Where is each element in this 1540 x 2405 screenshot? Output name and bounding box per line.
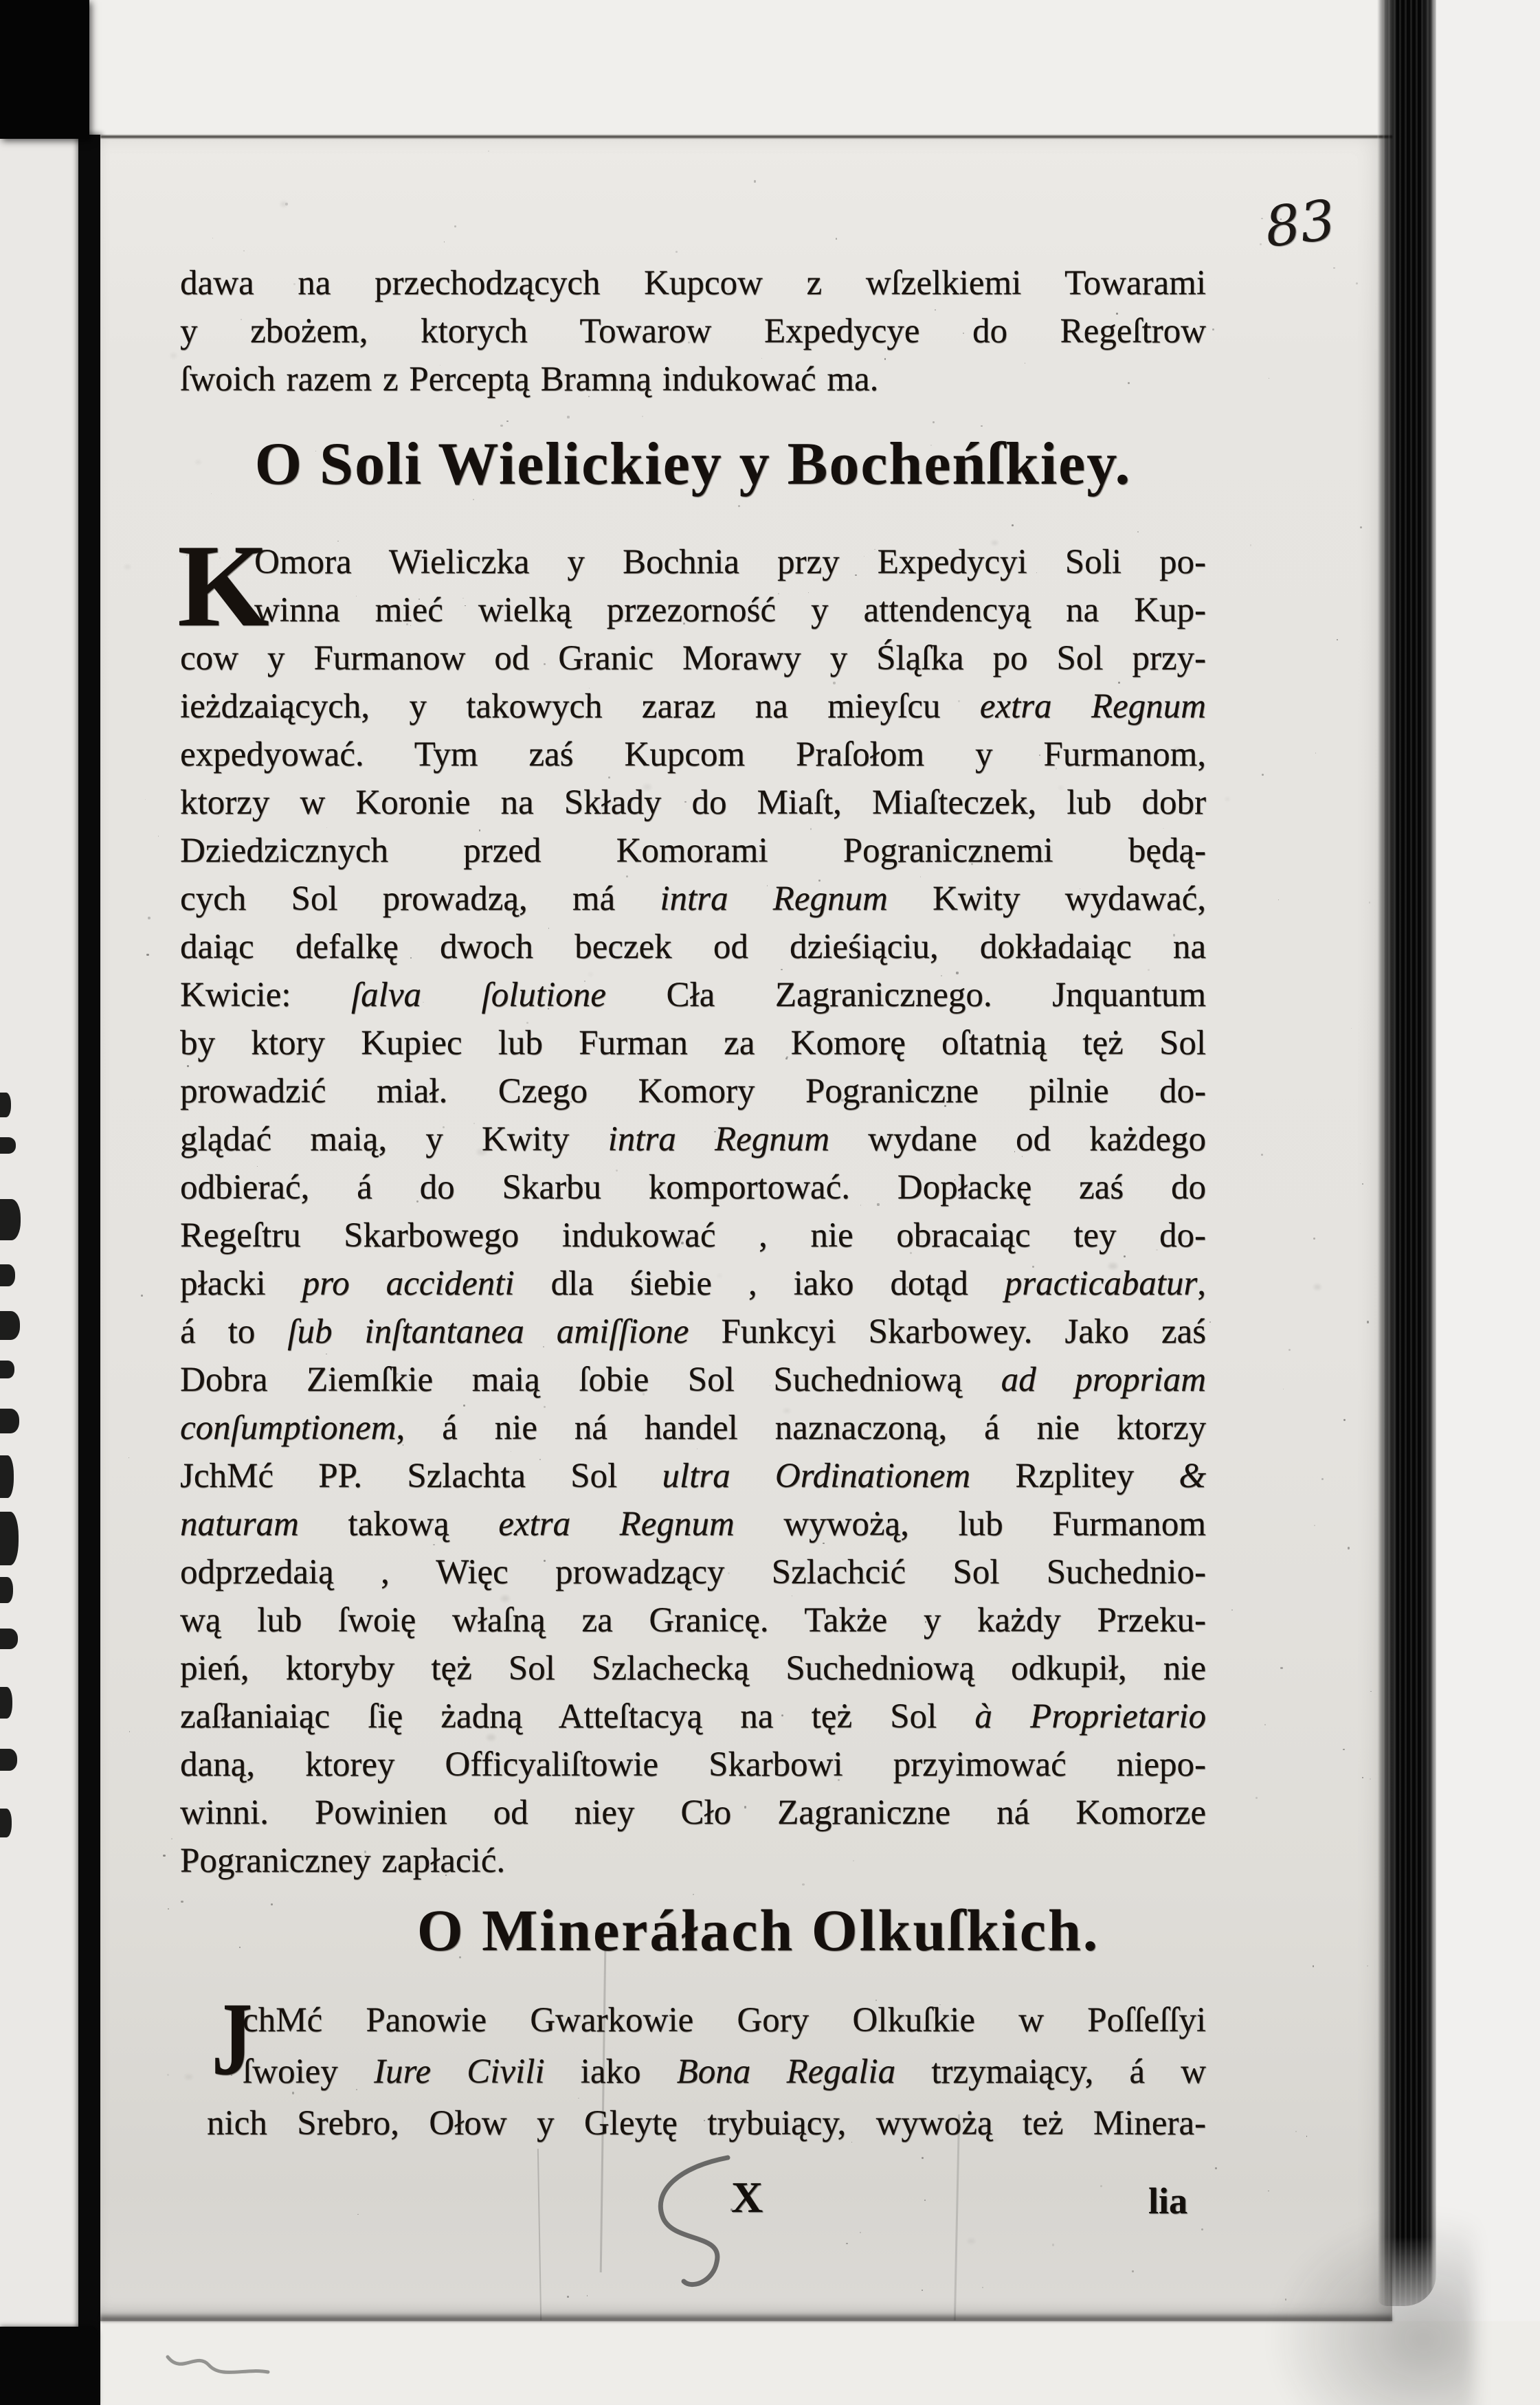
text-line: conſumptionem, á nie ná handel naznaczoną, á nie ktorzy [180,1409,1206,1447]
paper-smudge [992,541,998,545]
gutter-smudge [1269,2211,1475,2405]
text-line: Pograniczney zapłacić. [180,1842,506,1880]
paper-smudge [124,565,131,569]
paper-speck [500,425,502,427]
paper-speck [1288,1349,1291,1351]
paper-speck [785,1058,788,1060]
paper-speck [394,478,395,479]
paper-speck [357,2214,358,2215]
paper-speck [1313,1238,1315,1240]
paper-speck [1280,1667,1283,1670]
paper-speck [536,845,537,847]
adjacent-page-letter-fragment [0,1137,16,1154]
paper-smudge [477,1149,487,1156]
paper-speck [1261,218,1263,220]
text-line: glądać maią, y Kwity intra Regnum wydane od każdego [180,1120,1206,1159]
paper-speck [375,993,377,995]
paper-speck [396,1373,398,1375]
paper-speck [1264,1724,1266,1725]
paper-speck [608,776,610,779]
paper-speck [212,1558,214,1560]
paper-speck [567,2296,569,2298]
paper-speck [838,1779,840,1781]
paper-speck [148,917,150,919]
paper-speck [958,700,959,702]
paper-speck [1285,2298,1286,2300]
paper-speck [818,880,821,882]
paper-speck [1362,1777,1363,1778]
drop-cap-K: K [177,521,269,651]
paper-speck [1201,2228,1203,2230]
paper-speck [408,1084,410,1086]
paper-speck [463,1405,465,1407]
scan-corner-black [0,0,89,139]
paper-speck [1268,2191,1269,2192]
text-line: Dobra Ziemſkie maią ſobie Sol Suchedniową ad propriam [180,1361,1206,1399]
text-line: cych Sol prowadzą, má intra Regnum Kwity wydawać, [180,880,1206,918]
text-line: naturam takową extra Regnum wywożą, lub Furmanom [180,1505,1206,1543]
paper-speck [506,421,508,422]
adjacent-page-letter-fragment [0,1093,11,1117]
text-line: Regeſtru Skarbowego indukować , nie obracaiąc tey do- [180,1216,1206,1255]
adjacent-page-letter-fragment [0,1687,12,1719]
paper-speck [1007,1627,1009,1629]
paper-speck [1321,1478,1324,1480]
paper-speck [1278,899,1279,900]
paper-speck [1306,2136,1308,2137]
text-line: odbierać, á do Skarbu komportować. Dopłackę zaś do [180,1168,1206,1207]
paper-speck [850,376,852,378]
paper-speck [1362,1183,1363,1185]
paper-speck [924,2200,926,2201]
paper-speck [1215,2167,1217,2169]
text-line: ktorzy w Koronie na Składy do Miaſt, Miaſteczek, lub dobr [180,783,1206,822]
paper-speck [450,1231,452,1233]
paper-speck [728,1572,730,1574]
paper-speck [584,981,585,982]
text-line: y zbożem, ktorych Towarow Expedycye do Regeſtrow [180,312,1206,350]
adjacent-page-letter-fragment [0,1311,20,1340]
paper-smudge [1174,748,1181,752]
paper-speck [1369,902,1371,904]
paper-speck [425,1866,427,1868]
text-line: JchMć PP. Szlachta Sol ultra Ordinationem Rzplitey & [180,1457,1206,1495]
paper-smudge [589,973,592,976]
paper-speck [684,801,687,803]
text-line: pień, ktoryby tęż Sol Szlachecką Suchedniową odkupił, nie [180,1649,1206,1688]
paper-speck [1124,326,1126,328]
bottom-squiggle-mark [164,2345,274,2386]
paper-speck [1261,1154,1263,1156]
text-line: zaſłaniaiąc ſię żadną Atteſtacyą na tęż Sol à Proprietario [180,1697,1207,1736]
paper-speck [1314,1525,1315,1526]
paper-speck [704,2120,705,2121]
paper-speck [1212,328,1214,331]
paper-speck [1356,282,1358,284]
paper-speck [1262,774,1264,776]
paper-speck [744,1806,747,1809]
paragraph-mineraly [180,1981,1206,2149]
paper-speck [1333,267,1335,269]
ink-squiggle-mark [647,2152,743,2296]
paper-speck [1337,639,1338,640]
paper-speck [1132,2270,1134,2272]
page-fold-rule [78,135,100,2405]
paper-speck [1367,1321,1370,1323]
paper-speck [186,555,188,556]
adjacent-page-letter-fragment [0,1455,14,1498]
text-line: ſwoiey Iure Civili iako Bona Regalia trzymaiący, á w [243,2052,1206,2091]
intro-paragraph [180,259,1206,403]
paper-speck [1295,2131,1297,2132]
adjacent-page-letter-fragment [0,1629,18,1649]
paper-speck [808,592,809,593]
page-number: 83 [1261,188,1339,260]
paper-speck [681,1242,684,1244]
text-line: á to ſub inſtantanea amiſſione Funkcyi Skarbowey. Jako zaś [180,1312,1206,1351]
paper-speck [730,2208,733,2211]
catchword: lia [1148,2180,1188,2222]
paper-speck [146,954,148,956]
paper-speck [929,1477,931,1479]
paper-speck [326,827,327,828]
text-line: Kwicie: ſalva ſolutione Cła Zagranicznego. Jnquantum [180,976,1206,1014]
paper-speck [488,150,489,152]
paper-speck [793,664,794,665]
paper-speck [1124,1255,1126,1257]
paper-speck [239,1947,241,1948]
paper-speck [643,1393,645,1395]
paper-speck [1137,531,1139,533]
paper-speck [454,225,456,227]
paper-smudge [643,784,651,790]
paper-speck [944,1105,946,1107]
paper-speck [738,505,740,507]
text-line: ieżdzaiących, y takowych zaraz na mieyſcu extra Regnum [180,687,1206,726]
paper-speck [860,2232,861,2233]
paper-speck [1039,754,1040,756]
paper-speck [781,969,782,970]
paper-speck [1367,1965,1368,1967]
text-line: wą lub ſwoię właſną za Granicę. Także y każdy Przeku- [180,1601,1206,1640]
text-line: płacki pro accidenti dla śiebie , iako dotąd practicabatur, [180,1264,1206,1303]
paper-speck [292,2092,294,2094]
paper-smudge [1225,798,1229,801]
paper-speck [1370,1691,1372,1692]
paper-speck [1116,313,1117,314]
paper-speck [922,2290,923,2291]
adjacent-page-letter-fragment [0,1577,13,1603]
paper-speck [168,1908,169,1910]
paper-speck [1051,1930,1053,1932]
signature-mark: X [731,2173,763,2222]
paper-speck [1012,524,1014,526]
paper-speck [1102,1578,1104,1580]
text-line: expedyować. Tym zaś Kupcom Praſołom y Furmanom, [180,735,1206,774]
text-line: daną, ktorey Officyaliſtowie Skarbowi przyimować niepo- [180,1745,1206,1784]
paper-speck [1315,752,1316,753]
paper-speck [1231,1609,1233,1611]
facing-page-top-edge [89,0,1392,137]
paper-speck [1250,544,1252,546]
paper-speck [693,1894,694,1895]
paper-speck [249,605,250,606]
paper-smudge [1314,1284,1321,1289]
paper-speck [1209,1321,1211,1323]
adjacent-page-letter-fragment [0,1749,17,1771]
paper-speck [855,574,856,576]
paper-smudge [993,2138,998,2141]
paper-speck [141,1295,143,1297]
paper-speck [1343,1749,1344,1750]
paper-speck [1370,1778,1372,1780]
paper-speck [445,1875,447,1876]
paper-speck [810,828,812,829]
paper-speck [877,1203,879,1205]
paper-speck [1360,526,1362,528]
text-line: odprzedaią , Więc prowadzący Szlachcić Sol Suchednio- [180,1553,1206,1591]
paper-speck [841,1099,843,1101]
paper-speck [933,421,935,423]
paper-speck [1360,1163,1361,1164]
paper-speck [167,2074,169,2076]
paper-speck [956,972,958,974]
text-line: cow y Furmanow od Granic Morawy y Śląſka po Sol przy- [180,639,1206,678]
text-line: nich Srebro, Ołow y Gleytę trybuiący, wywożą też Minera- [207,2104,1206,2143]
paper-speck [754,180,757,183]
paper-speck [884,358,886,359]
paper-speck [1343,1419,1346,1421]
scratch-mark [537,2149,542,2320]
paper-speck [781,1714,783,1716]
page-paper [100,135,1392,2321]
text-line: ſwoich razem z Perceptą Bramną indukować ma. [180,360,879,399]
paper-speck [145,799,146,800]
paper-speck [910,1252,912,1254]
paper-speck [278,335,280,336]
paper-speck [163,1855,165,1857]
paper-speck [1052,2244,1054,2246]
adjacent-page-letter-fragment [0,1512,19,1565]
paper-speck [836,238,838,240]
text-line: dawa na przechodzących Kupcow z wſzelkiemi Towarami [180,264,1206,302]
paper-speck [416,1200,419,1202]
paper-speck [767,885,768,886]
paper-smudge [185,2074,192,2079]
text-line: chMć Panowie Gwarkowie Gory Olkuſkie w Poſſeſſyi [243,2001,1206,2039]
paper-speck [862,2069,863,2070]
text-line: by ktory Kupiec lub Furman za Komorę oſtatnią tęż Sol [180,1024,1206,1062]
paper-speck [1256,1797,1258,1799]
paper-speck [839,1053,840,1054]
paper-speck [544,1560,545,1561]
paper-speck [846,2243,848,2245]
paper-smudge [280,201,287,206]
text-line: winna mieć wielką przezorność y attendencyą na Kup- [254,591,1206,629]
paper-speck [683,623,685,625]
paper-speck [243,250,245,251]
paper-speck [171,1838,172,1839]
paper-speck [1313,1965,1314,1967]
adjacent-page-letter-fragment [0,1361,14,1378]
paper-speck [1117,1571,1119,1572]
paper-smudge [170,353,177,357]
paper-speck [444,241,445,243]
drop-cap-J: J [212,1981,253,2096]
paper-speck [410,625,411,626]
paper-speck [158,836,159,837]
paper-speck [1348,1547,1350,1550]
paragraph-soli [177,521,1207,1885]
paper-speck [578,2098,579,2099]
paper-speck [941,975,942,976]
paper-speck [642,416,643,417]
paper-speck [1014,1151,1015,1152]
paper-speck [1056,768,1058,770]
paper-speck [676,251,678,253]
paper-speck [410,957,412,959]
adjacent-page-letter-fragment [0,1809,12,1837]
paper-speck [181,1901,183,1903]
paper-speck [833,682,835,684]
paper-speck [802,1883,804,1886]
paper-speck [971,863,973,865]
text-line: winni. Powinien od niey Cło Zagraniczne ná Komorze [180,1793,1206,1832]
adjacent-page-letter-fragment [0,1409,19,1433]
paper-speck [364,1850,366,1853]
paper-speck [587,2295,588,2296]
paper-speck [567,416,569,418]
paper-speck [1118,682,1120,684]
paper-speck [1100,2185,1102,2187]
text-line: prowadzić miał. Czego Komory Pograniczne pilnie do- [180,1072,1206,1110]
heading-soli: O Soli Wielickiey y Bocheńſkiey. [254,431,1132,497]
paper-speck [981,425,983,427]
heading-mineraly: O Mineráłach Olkuſkich. [416,1897,1100,1963]
paper-speck [616,1170,618,1172]
text-line: Dziedzicznych przed Komorami Pogranicznemi będą- [180,831,1206,870]
paper-smudge [968,2239,975,2244]
paper-speck [982,2287,983,2288]
text-line: daiąc defalkę dwoch beczek od dzieśiąciu, dokładaiąc na [180,928,1206,966]
paper-speck [1260,243,1261,245]
paper-speck [337,541,339,542]
adjacent-page-letter-fragment [0,1199,21,1240]
paper-speck [1351,1028,1352,1029]
adjacent-page-letter-fragment [0,1264,15,1286]
text-line: Omora Wieliczka y Bochnia przy Expedycyi Soli po- [254,543,1206,581]
paper-speck [406,623,408,625]
paper-speck [922,2157,924,2159]
paper-speck [473,499,474,500]
paper-speck [955,1179,956,1181]
paper-speck [129,1731,131,1732]
paper-speck [1170,659,1171,660]
paper-smudge [646,650,655,656]
paper-speck [1128,382,1130,384]
spine-shadow-band [1377,0,1436,2306]
scan-corner-blob [0,2327,98,2405]
